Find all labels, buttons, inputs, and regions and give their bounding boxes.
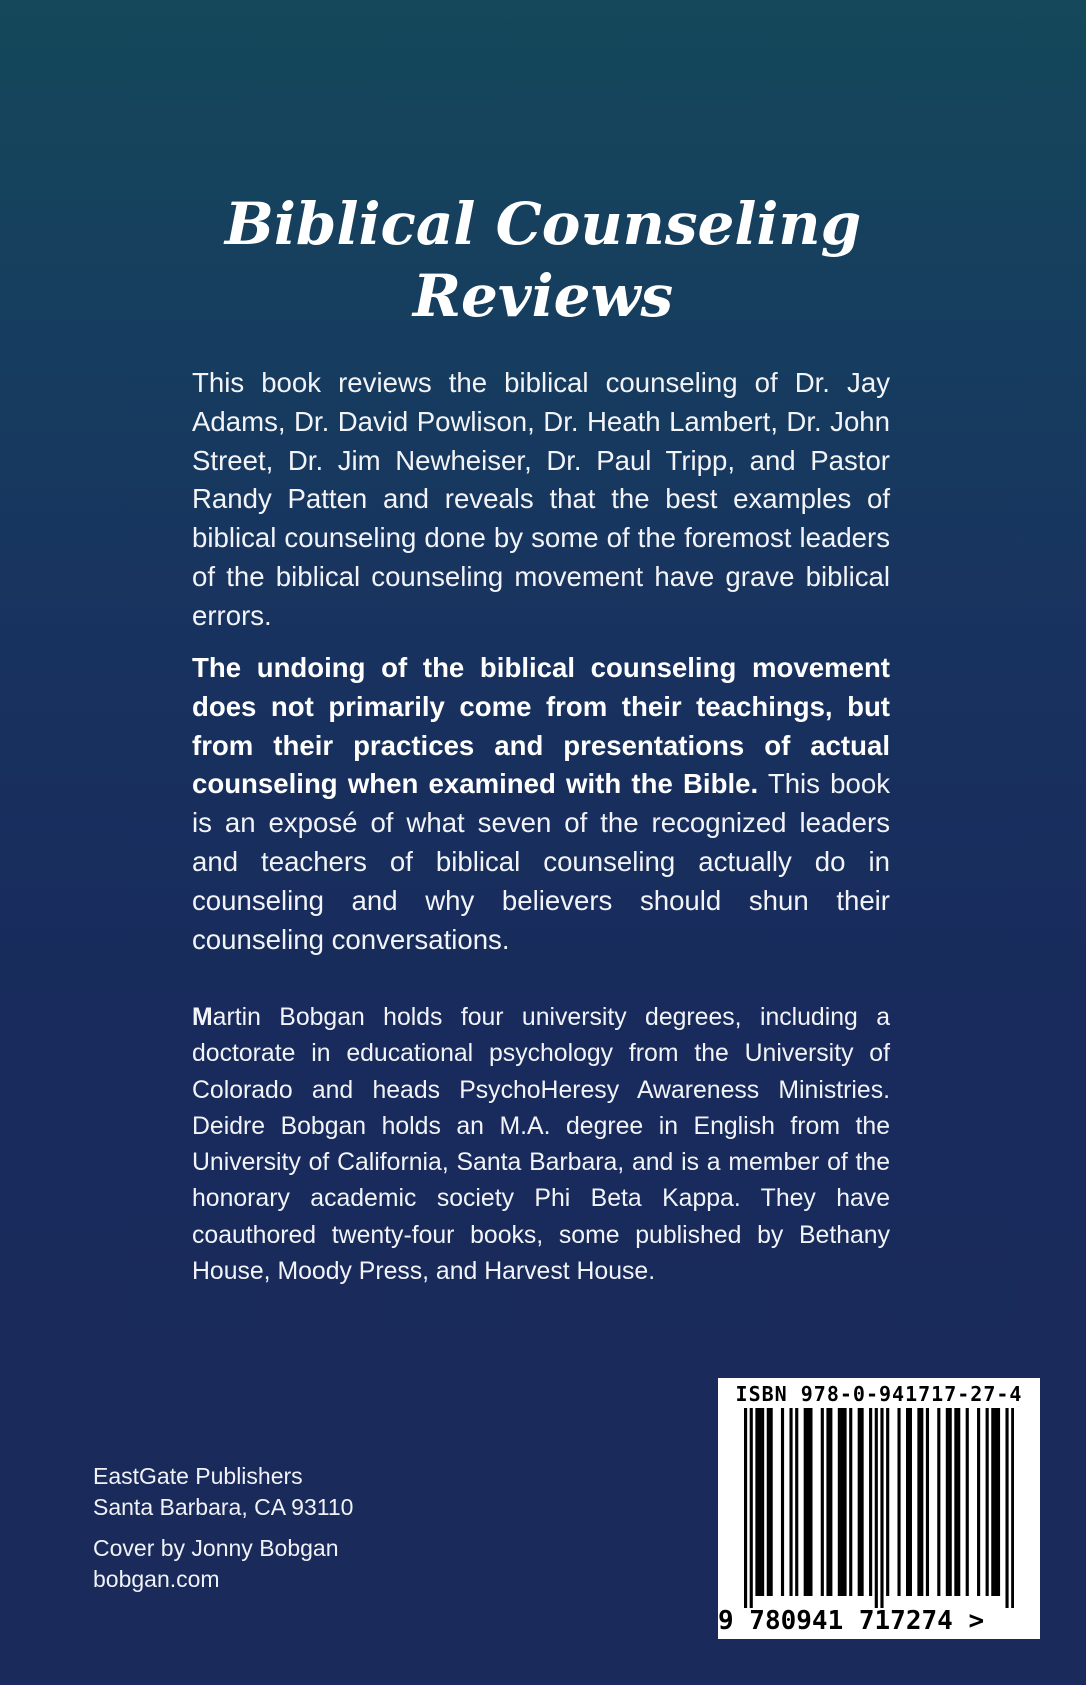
- barcode-bar: [750, 1408, 753, 1608]
- barcode-bar: [875, 1408, 878, 1608]
- barcode-bar: [880, 1408, 883, 1608]
- barcode-bar: [829, 1408, 832, 1596]
- title-line-1: Biblical Counseling: [224, 190, 862, 258]
- barcode-bar: [789, 1408, 792, 1596]
- barcode-bar: [966, 1408, 969, 1596]
- barcode-bar: [994, 1408, 997, 1596]
- author-bio-text: artin Bobgan holds four university degrees, including a doctorate in educational psychology from the University of Colorado and heads PsychoHeresy Awareness Ministries. Deidre Bobgan holds an M.A. degree in English from the University of California, Santa Barbara, and is a member of the honorary academic society Phi Beta Kappa. They have coauthored twenty-four books, some published by Bethany House, Moody Press, and Harvest House.: [192, 1004, 890, 1286]
- barcode-bar: [755, 1408, 758, 1596]
- description-paragraph-2: [192, 649, 890, 959]
- barcode-bar: [826, 1408, 829, 1596]
- barcode-bar: [1011, 1408, 1014, 1608]
- description-paragraph-2-rest: This book is an exposé of what seven of the recognized leaders and teachers of biblical counseling actually do in counseling and why believers should shun their counseling conversations.: [192, 768, 890, 955]
- publisher-website: bobgan.com: [93, 1566, 220, 1592]
- publisher-address: Santa Barbara, CA 93110: [93, 1494, 354, 1520]
- barcode-bar: [869, 1408, 872, 1596]
- barcode-bar: [858, 1408, 861, 1596]
- barcode-bar: [946, 1408, 949, 1596]
- barcode-bar: [758, 1408, 761, 1596]
- barcode-bar: [986, 1408, 989, 1596]
- barcode-bar: [804, 1408, 807, 1596]
- barcode-bar: [937, 1408, 940, 1596]
- author-bio: [192, 1000, 890, 1290]
- barcode-bar: [997, 1408, 1000, 1596]
- barcode-bar: [917, 1408, 920, 1596]
- barcode-bar: [843, 1408, 846, 1596]
- description-bold-statement: The undoing of the biblical counseling movement does not primarily come from their teachings, but from their practices and presentations of actual counseling when examined with the Bible.: [192, 652, 890, 800]
- barcode-bar: [991, 1408, 994, 1596]
- barcode-bar: [949, 1408, 952, 1596]
- barcode-bar: [809, 1408, 812, 1596]
- barcode-bar: [906, 1408, 909, 1596]
- barcode-bar: [920, 1408, 923, 1596]
- barcode-bar: [807, 1408, 810, 1596]
- barcode-bar: [767, 1408, 770, 1596]
- description-paragraph-1: This book reviews the biblical counseling of Dr. Jay Adams, Dr. David Powlison, Dr. Heath Lambert, Dr. John Street, Dr. Jim Newheiser, Dr. Paul Tripp, and Pastor Randy Patten and reveals that the best examples of biblical counseling done by some of the foremost leaders of the biblical counseling movement have grave biblical errors.: [192, 367, 890, 631]
- publisher-info: [93, 1461, 353, 1595]
- barcode-bars: [744, 1408, 1014, 1608]
- ean-digits: 9 780941 717274 >: [718, 1606, 985, 1636]
- barcode-bar: [861, 1408, 864, 1596]
- book-title: [0, 188, 1086, 332]
- cover-credit: Cover by Jonny Bobgan: [93, 1535, 339, 1561]
- barcode-bar: [849, 1408, 852, 1596]
- barcode-bar: [897, 1408, 900, 1596]
- author-bio-initial: M: [192, 1004, 213, 1031]
- publisher-name: EastGate Publishers: [93, 1463, 303, 1489]
- barcode-bar: [886, 1408, 889, 1596]
- barcode-bar: [821, 1408, 824, 1596]
- barcode-bar: [781, 1408, 784, 1596]
- barcode-bar: [838, 1408, 841, 1596]
- barcode-bar: [957, 1408, 960, 1596]
- barcode-bar: [770, 1408, 773, 1596]
- barcode-bar: [909, 1408, 912, 1596]
- isbn-label: ISBN 978-0-941717-27-4: [735, 1382, 1023, 1406]
- barcode-bar: [841, 1408, 844, 1596]
- barcode-bar: [977, 1408, 980, 1596]
- title-line-2: Reviews: [412, 262, 674, 330]
- barcode-bar: [744, 1408, 747, 1608]
- barcode-bar: [761, 1408, 764, 1596]
- barcode-bar: [1005, 1408, 1008, 1608]
- barcode-bar: [926, 1408, 929, 1596]
- isbn-barcode: [718, 1378, 1040, 1639]
- barcode-bar: [954, 1408, 957, 1596]
- barcode-bar: [795, 1408, 798, 1596]
